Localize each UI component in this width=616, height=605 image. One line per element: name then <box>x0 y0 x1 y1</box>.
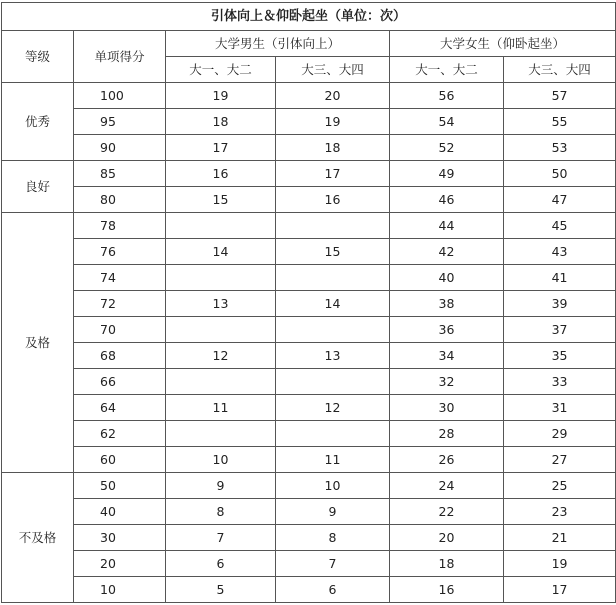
male-year12-cell <box>166 369 276 395</box>
fitness-standards-table <box>1 2 616 603</box>
female-year34-cell: 55 <box>504 109 616 135</box>
male-year12-cell: 13 <box>166 291 276 317</box>
female-year34-cell: 23 <box>504 499 616 525</box>
table-title: 引体向上＆仰卧起坐（单位：次） <box>2 3 616 31</box>
female-year12-cell: 32 <box>390 369 504 395</box>
table-row <box>2 239 616 265</box>
female-year34-cell: 21 <box>504 525 616 551</box>
table-row <box>2 135 616 161</box>
male-year12-cell <box>166 317 276 343</box>
male-year12-cell <box>166 213 276 239</box>
male-year12-cell: 15 <box>166 187 276 213</box>
male-year12-cell: 9 <box>166 473 276 499</box>
female-year34-cell: 41 <box>504 265 616 291</box>
female-year12-cell: 54 <box>390 109 504 135</box>
male-year34-cell: 11 <box>276 447 390 473</box>
table-row <box>2 161 616 187</box>
score-cell: 40 <box>74 499 166 525</box>
male-year34-cell: 16 <box>276 187 390 213</box>
male-year12-cell <box>166 265 276 291</box>
score-cell: 30 <box>74 525 166 551</box>
male-year12-cell: 7 <box>166 525 276 551</box>
male-year34-cell: 20 <box>276 83 390 109</box>
table-row <box>2 499 616 525</box>
female-year12-cell: 30 <box>390 395 504 421</box>
male-year34-cell: 7 <box>276 551 390 577</box>
male-year34-cell: 19 <box>276 109 390 135</box>
male-year12-header: 大一、大二 <box>166 57 276 83</box>
male-year12-cell: 11 <box>166 395 276 421</box>
score-cell: 60 <box>74 447 166 473</box>
table-row <box>2 473 616 499</box>
title-row <box>2 3 616 31</box>
male-year34-cell <box>276 317 390 343</box>
male-year12-cell: 16 <box>166 161 276 187</box>
male-year12-cell <box>166 421 276 447</box>
grade-cell: 优秀 <box>2 83 74 161</box>
male-year34-cell: 14 <box>276 291 390 317</box>
table-row <box>2 317 616 343</box>
female-year34-header: 大三、大四 <box>504 57 616 83</box>
female-year12-cell: 24 <box>390 473 504 499</box>
male-year34-cell: 10 <box>276 473 390 499</box>
score-cell: 76 <box>74 239 166 265</box>
grade-cell: 不及格 <box>2 473 74 603</box>
score-cell: 50 <box>74 473 166 499</box>
male-year12-cell: 12 <box>166 343 276 369</box>
male-year12-cell: 17 <box>166 135 276 161</box>
female-year12-cell: 22 <box>390 499 504 525</box>
table-row <box>2 369 616 395</box>
table-row <box>2 109 616 135</box>
score-cell: 80 <box>74 187 166 213</box>
male-header: 大学男生（引体向上） <box>166 31 390 57</box>
score-cell: 62 <box>74 421 166 447</box>
female-year34-cell: 50 <box>504 161 616 187</box>
female-year12-header: 大一、大二 <box>390 57 504 83</box>
male-year12-cell: 18 <box>166 109 276 135</box>
male-year34-cell <box>276 369 390 395</box>
grade-header: 等级 <box>2 31 74 83</box>
male-year34-cell <box>276 265 390 291</box>
female-year34-cell: 47 <box>504 187 616 213</box>
male-year34-header: 大三、大四 <box>276 57 390 83</box>
score-cell: 10 <box>74 577 166 603</box>
table-row <box>2 447 616 473</box>
female-year34-cell: 39 <box>504 291 616 317</box>
score-cell: 64 <box>74 395 166 421</box>
female-year34-cell: 37 <box>504 317 616 343</box>
male-year34-cell: 15 <box>276 239 390 265</box>
male-year34-cell: 6 <box>276 577 390 603</box>
female-year12-cell: 18 <box>390 551 504 577</box>
female-year34-cell: 45 <box>504 213 616 239</box>
male-year34-cell: 17 <box>276 161 390 187</box>
score-header: 单项得分 <box>74 31 166 83</box>
score-cell: 74 <box>74 265 166 291</box>
table-row <box>2 551 616 577</box>
female-year12-cell: 28 <box>390 421 504 447</box>
female-year12-cell: 20 <box>390 525 504 551</box>
score-cell: 85 <box>74 161 166 187</box>
score-cell: 66 <box>74 369 166 395</box>
female-year34-cell: 35 <box>504 343 616 369</box>
female-year34-cell: 19 <box>504 551 616 577</box>
score-cell: 68 <box>74 343 166 369</box>
table-row <box>2 577 616 603</box>
male-year34-cell: 13 <box>276 343 390 369</box>
score-cell: 100 <box>74 83 166 109</box>
female-year34-cell: 31 <box>504 395 616 421</box>
table-row <box>2 187 616 213</box>
male-year12-cell: 14 <box>166 239 276 265</box>
female-year34-cell: 27 <box>504 447 616 473</box>
female-year12-cell: 26 <box>390 447 504 473</box>
female-year34-cell: 17 <box>504 577 616 603</box>
female-year34-cell: 25 <box>504 473 616 499</box>
score-cell: 78 <box>74 213 166 239</box>
male-year34-cell: 12 <box>276 395 390 421</box>
female-year12-cell: 40 <box>390 265 504 291</box>
male-year12-cell: 5 <box>166 577 276 603</box>
header-row-1 <box>2 31 616 57</box>
score-cell: 72 <box>74 291 166 317</box>
male-year12-cell: 6 <box>166 551 276 577</box>
female-year12-cell: 38 <box>390 291 504 317</box>
female-year34-cell: 43 <box>504 239 616 265</box>
table-row <box>2 265 616 291</box>
male-year12-cell: 8 <box>166 499 276 525</box>
score-cell: 70 <box>74 317 166 343</box>
male-year34-cell <box>276 213 390 239</box>
female-year12-cell: 44 <box>390 213 504 239</box>
female-year34-cell: 33 <box>504 369 616 395</box>
table-row <box>2 291 616 317</box>
grade-cell: 良好 <box>2 161 74 213</box>
male-year34-cell: 8 <box>276 525 390 551</box>
table-row <box>2 525 616 551</box>
table-row <box>2 83 616 109</box>
table-row <box>2 343 616 369</box>
female-year12-cell: 52 <box>390 135 504 161</box>
female-year12-cell: 34 <box>390 343 504 369</box>
female-year12-cell: 36 <box>390 317 504 343</box>
female-year12-cell: 42 <box>390 239 504 265</box>
female-header: 大学女生（仰卧起坐） <box>390 31 616 57</box>
table-row <box>2 395 616 421</box>
male-year34-cell: 9 <box>276 499 390 525</box>
female-year34-cell: 29 <box>504 421 616 447</box>
female-year12-cell: 56 <box>390 83 504 109</box>
score-cell: 90 <box>74 135 166 161</box>
score-cell: 20 <box>74 551 166 577</box>
female-year12-cell: 16 <box>390 577 504 603</box>
male-year34-cell <box>276 421 390 447</box>
female-year12-cell: 49 <box>390 161 504 187</box>
male-year12-cell: 10 <box>166 447 276 473</box>
score-cell: 95 <box>74 109 166 135</box>
grade-cell: 及格 <box>2 213 74 473</box>
male-year34-cell: 18 <box>276 135 390 161</box>
female-year34-cell: 57 <box>504 83 616 109</box>
female-year12-cell: 46 <box>390 187 504 213</box>
table-row <box>2 421 616 447</box>
table-row <box>2 213 616 239</box>
male-year12-cell: 19 <box>166 83 276 109</box>
female-year34-cell: 53 <box>504 135 616 161</box>
